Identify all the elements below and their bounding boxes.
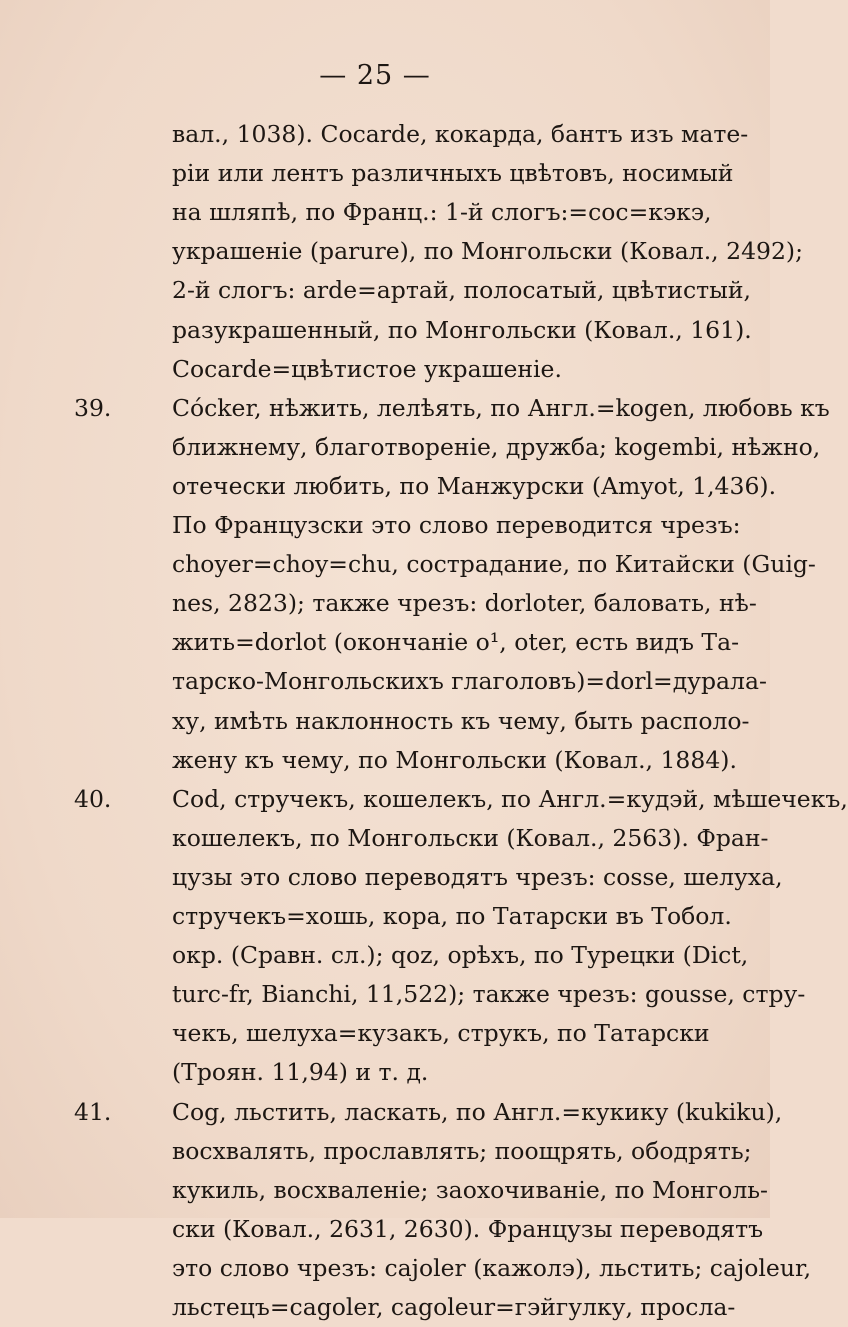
text-line: восхвалять, прославлять; поощрять, ободрять; <box>172 1136 752 1165</box>
text-line: отечески любить, по Манжурски (Amyot, 1,436). <box>172 471 777 500</box>
text-line: стручекъ=хошь, кора, по Татарски въ Тобол. <box>172 902 732 930</box>
text-line: Cog, льстить, ласкать, по Англ.=кукику (kukiku), <box>172 1097 783 1126</box>
page-number: — 25 — <box>319 60 431 91</box>
entry-number: 41. <box>74 1097 112 1126</box>
text-line: ху, имѣть наклонность къ чему, быть располо- <box>172 706 750 735</box>
text-line: окр. (Сравн. сл.); qoz, орѣхъ, по Турецки (Dict, <box>172 941 749 970</box>
text-line: это слово чрезъ: cajoler (кажолэ), льстить; cajoleur, <box>172 1253 812 1282</box>
text-line: льстецъ=cagoler, cagoleur=гэйгулку, просла- <box>172 1293 736 1321</box>
text-line: жить=dorlot (окончаніе o¹, oter, есть видъ Та- <box>172 628 740 657</box>
text-line: Cócker, нѣжить, лелѣять, по Англ.=kogen, любовь къ <box>172 393 830 422</box>
text-line: ріи или лентъ различныхъ цвѣтовъ, носимый <box>172 159 734 188</box>
text-line: choyer=choy=chu, сострадание, по Китайски (Guig- <box>172 550 816 579</box>
text-line: разукрашенный, по Монгольски (Ковал., 161). <box>172 315 752 344</box>
entry-number: 39. <box>74 393 112 422</box>
entry-number: 40. <box>74 784 112 813</box>
text-line: жену къ чему, по Монгольски (Ковал., 1884). <box>172 745 737 774</box>
text-line: кошелекъ, по Монгольски (Ковал., 2563). Фран- <box>172 823 769 852</box>
text-line: чекъ, шелуха=кузакъ, струкъ, по Татарски <box>172 1019 710 1048</box>
text-line: цузы это слово переводятъ чрезъ: cosse, шелуха, <box>172 862 783 891</box>
text-line: (Троян. 11,94) и т. д. <box>172 1058 429 1087</box>
text-line: nes, 2823); также чрезъ: dorloter, баловать, нѣ- <box>172 589 757 618</box>
text-line: тарско-Монгольскихъ глаголовъ)=dorl=дурала- <box>172 667 767 696</box>
text-line: украшеніе (parure), по Монгольски (Ковал., 2492); <box>172 237 804 266</box>
text-line: ближнему, благотвореніе, дружба; kogembi, нѣжно, <box>172 432 821 461</box>
text-line: Cod, стручекъ, кошелекъ, по Англ.=кудэй, мѣшечекъ, <box>172 784 848 813</box>
text-line: ски (Ковал., 2631, 2630). Французы переводятъ <box>172 1214 764 1243</box>
text-line: вал., 1038). Cocarde, кокарда, бантъ изъ мате- <box>172 120 749 148</box>
text-line: Cocarde=цвѣтистое украшеніе. <box>172 354 562 383</box>
text-line: turc-fr, Bianchi, 11,522); также чрезъ: gousse, стру- <box>172 980 806 1009</box>
text-line: на шляпѣ, по Франц.: 1-й слогъ:=coc=кэкэ, <box>172 198 712 227</box>
text-line: По Французски это слово переводится чрезъ: <box>172 511 741 539</box>
text-line: 2-й слогъ: arde=артай, полосатый, цвѣтистый, <box>172 276 752 305</box>
text-line: кукиль, восхваленіе; заохочиваніе, по Монголь- <box>172 1175 768 1204</box>
